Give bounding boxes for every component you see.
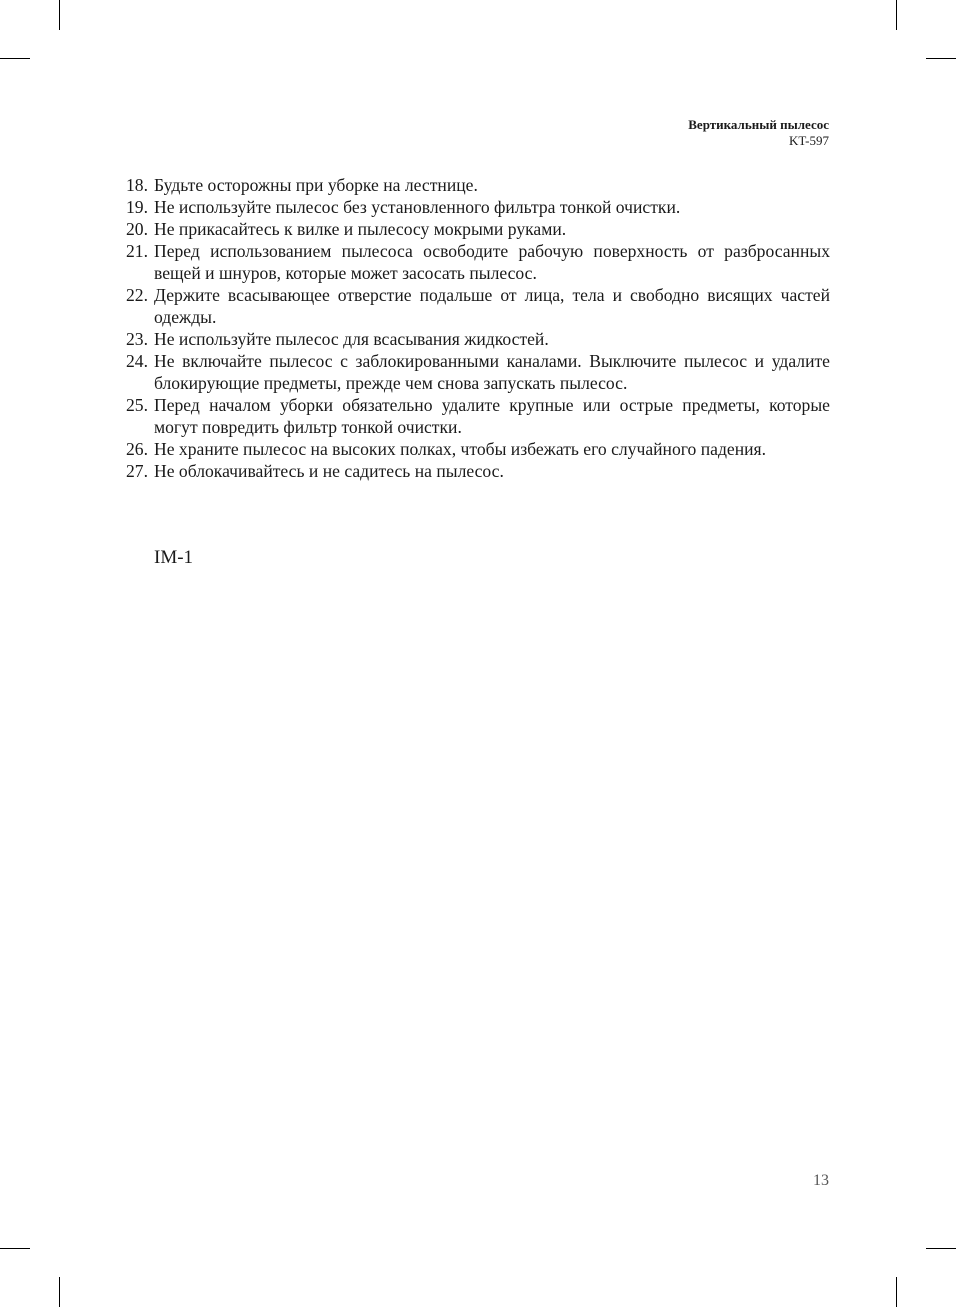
list-item <box>126 196 830 218</box>
list-item <box>126 240 830 284</box>
item-text: Не прикасайтесь к вилке и пылесосу мокрыми руками. <box>154 219 567 239</box>
item-text: Перед использованием пылесоса освободите рабочую поверхность от разбросанных вещей и шнуров, которые может засосать пылесос. <box>154 241 830 283</box>
item-text: Перед началом уборки обязательно удалите крупные или острые предметы, которые могут повредить фильтр тонкой очистки. <box>154 395 830 437</box>
item-number: 20. <box>126 219 148 239</box>
list-item <box>126 174 830 196</box>
item-number: 26. <box>126 439 148 459</box>
crop-mark <box>926 58 956 59</box>
list-item <box>126 394 830 438</box>
list-item <box>126 218 830 240</box>
crop-mark <box>59 1277 60 1307</box>
crop-mark <box>926 1248 956 1249</box>
document-code: IM-1 <box>154 547 194 568</box>
item-text: Не храните пылесос на высоких полках, чтобы избежать его случайного падения. <box>154 439 767 459</box>
item-text: Будьте осторожны при уборке на лестнице. <box>154 175 478 195</box>
item-number: 23. <box>126 329 148 349</box>
list-item <box>126 328 830 350</box>
list-item <box>126 460 830 482</box>
item-number: 21. <box>126 241 148 261</box>
item-text: Не используйте пылесос без установленного фильтра тонкой очистки. <box>154 197 681 217</box>
list-item <box>126 438 830 460</box>
item-text: Не используйте пылесос для всасывания жидкостей. <box>154 329 549 349</box>
item-number: 18. <box>126 175 148 195</box>
item-text: Не облокачивайтесь и не садитесь на пылесос. <box>154 461 504 481</box>
list-item <box>126 350 830 394</box>
page-header <box>688 117 829 149</box>
item-text: Держите всасывающее отверстие подальше от лица, тела и свободно висящих частей одежды. <box>154 285 830 327</box>
item-text: Не включайте пылесос с заблокированными каналами. Выключите пылесос и удалите блокирующие предметы, прежде чем снова запускать пылесос. <box>154 351 830 393</box>
crop-mark <box>0 1248 30 1249</box>
crop-mark <box>896 1277 897 1307</box>
item-number: 19. <box>126 197 148 217</box>
list-item <box>126 284 830 328</box>
safety-instructions-list <box>126 174 830 482</box>
item-number: 27. <box>126 461 148 481</box>
page-number: 13 <box>813 1172 829 1189</box>
header-model: KT-597 <box>789 133 829 148</box>
item-number: 24. <box>126 351 148 371</box>
item-number: 22. <box>126 285 148 305</box>
crop-mark <box>896 0 897 30</box>
item-number: 25. <box>126 395 148 415</box>
header-title: Вертикальный пылесос <box>688 117 829 132</box>
crop-mark <box>59 0 60 30</box>
crop-mark <box>0 58 30 59</box>
